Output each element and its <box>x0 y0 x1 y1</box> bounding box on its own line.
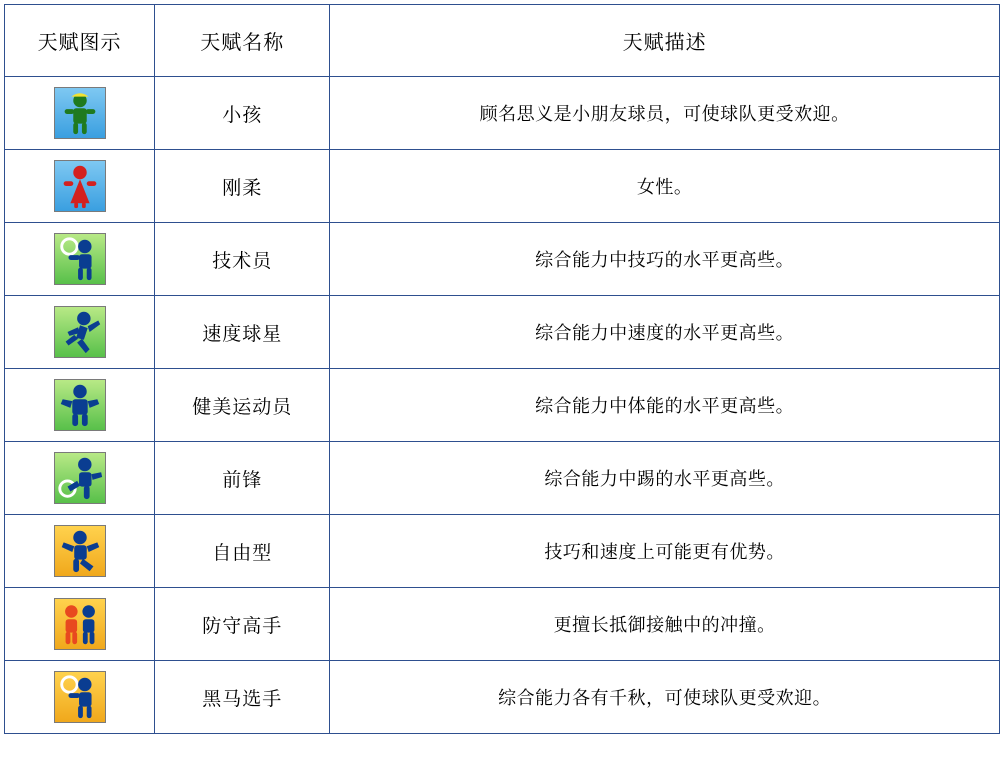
talent-icon-cell <box>5 296 155 369</box>
talent-icon-speed-star <box>54 306 106 358</box>
talent-name-cell: 前锋 <box>155 442 330 515</box>
header-icon: 天赋图示 <box>5 5 155 77</box>
talent-icon-cell <box>5 442 155 515</box>
talent-icon-cell <box>5 77 155 150</box>
table-row <box>5 442 1000 515</box>
talent-name-cell: 自由型 <box>155 515 330 588</box>
table-row <box>5 223 1000 296</box>
talent-icon-cell <box>5 588 155 661</box>
talent-icon-dark-horse <box>54 671 106 723</box>
talent-icon-wrap <box>5 379 154 431</box>
talent-name-cell: 黑马选手 <box>155 661 330 734</box>
talent-icon-cell <box>5 223 155 296</box>
table-row <box>5 661 1000 734</box>
talent-description-cell: 顾名思义是小朋友球员，可使球队更受欢迎。 <box>330 77 1000 150</box>
table-row <box>5 296 1000 369</box>
talent-icon-freestyle <box>54 525 106 577</box>
talent-icon-bodybuilder <box>54 379 106 431</box>
table-row <box>5 77 1000 150</box>
talent-icon-child <box>54 87 106 139</box>
talent-description-cell: 综合能力中踢的水平更高些。 <box>330 442 1000 515</box>
talent-description-cell: 技巧和速度上可能更有优势。 <box>330 515 1000 588</box>
talent-description-cell: 更擅长抵御接触中的冲撞。 <box>330 588 1000 661</box>
talent-icon-wrap <box>5 233 154 285</box>
talent-icon-wrap <box>5 525 154 577</box>
talent-description-cell: 综合能力各有千秋，可使球队更受欢迎。 <box>330 661 1000 734</box>
table-header-row <box>5 5 1000 77</box>
document-page <box>0 4 1000 766</box>
table-row <box>5 150 1000 223</box>
table-row <box>5 588 1000 661</box>
table-row <box>5 515 1000 588</box>
talent-table <box>4 4 1000 734</box>
talent-icon-cell <box>5 661 155 734</box>
talent-name-cell: 小孩 <box>155 77 330 150</box>
talent-icon-cell <box>5 515 155 588</box>
talent-name-cell: 防守高手 <box>155 588 330 661</box>
table-header <box>5 5 1000 77</box>
talent-icon-technician <box>54 233 106 285</box>
table-row <box>5 369 1000 442</box>
talent-icon-wrap <box>5 306 154 358</box>
talent-icon-wrap <box>5 87 154 139</box>
talent-icon-cell <box>5 369 155 442</box>
table-body <box>5 77 1000 734</box>
talent-icon-wrap <box>5 671 154 723</box>
talent-icon-cell <box>5 150 155 223</box>
talent-name-cell: 速度球星 <box>155 296 330 369</box>
talent-name-cell: 技术员 <box>155 223 330 296</box>
talent-icon-wrap <box>5 452 154 504</box>
header-name: 天赋名称 <box>155 5 330 77</box>
talent-icon-wrap <box>5 598 154 650</box>
talent-name-cell: 健美运动员 <box>155 369 330 442</box>
talent-description-cell: 综合能力中速度的水平更高些。 <box>330 296 1000 369</box>
talent-icon-defender <box>54 598 106 650</box>
talent-icon-female <box>54 160 106 212</box>
talent-icon-forward <box>54 452 106 504</box>
header-description: 天赋描述 <box>330 5 1000 77</box>
talent-description-cell: 综合能力中技巧的水平更高些。 <box>330 223 1000 296</box>
talent-name-cell: 刚柔 <box>155 150 330 223</box>
talent-description-cell: 女性。 <box>330 150 1000 223</box>
talent-icon-wrap <box>5 160 154 212</box>
talent-description-cell: 综合能力中体能的水平更高些。 <box>330 369 1000 442</box>
